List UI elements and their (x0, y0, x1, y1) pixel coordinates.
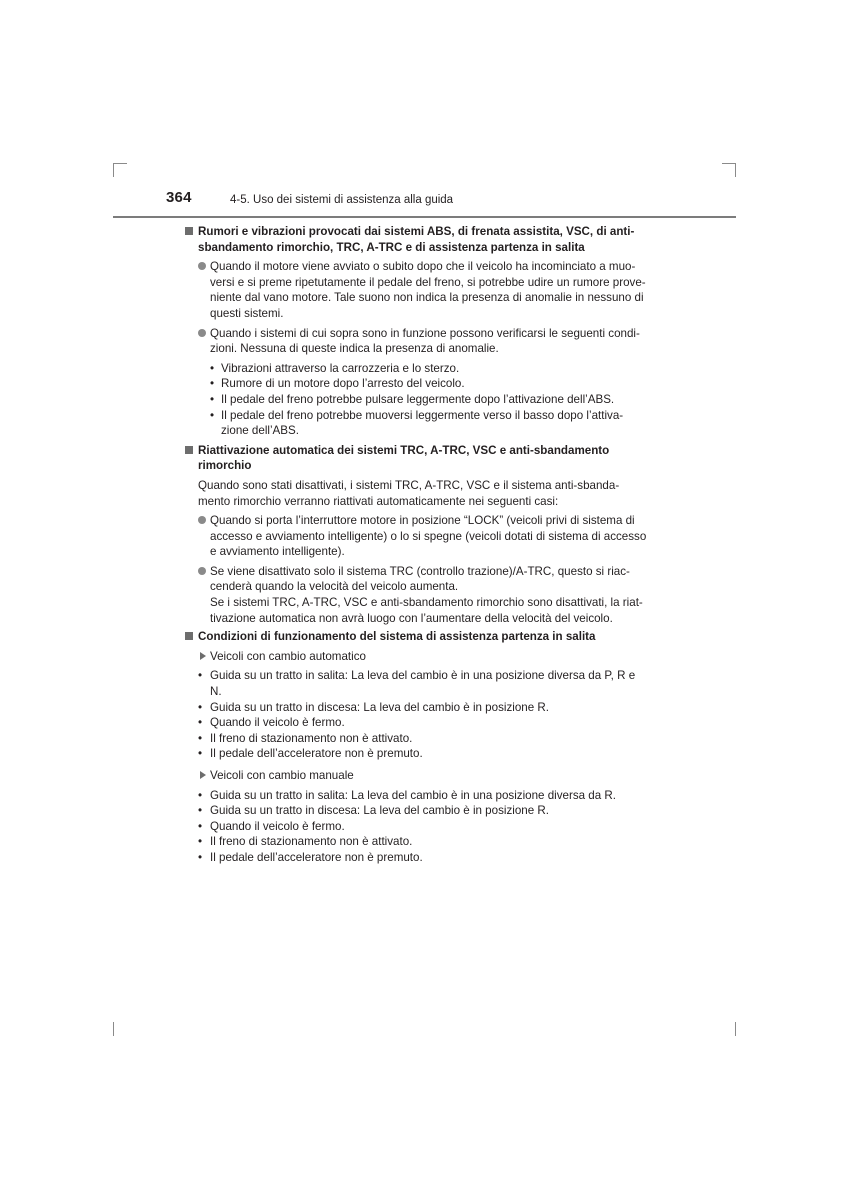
circle-bullet-icon (198, 262, 206, 270)
square-bullet-icon (185, 227, 193, 235)
list-item (185, 746, 663, 762)
section-heading-reactivation (185, 443, 663, 474)
circle-item (185, 513, 663, 560)
circle-bullet-icon (198, 516, 206, 524)
list-item (185, 408, 663, 439)
subheading-manual (185, 768, 663, 784)
list-item-text: Il pedale dell’acceleratore non è premuto. (210, 747, 423, 761)
heading-line: Rumori e vibrazioni provocati dai sistemi ABS, di frenata assistita, VSC, di anti- (198, 225, 635, 238)
text-line: accesso e avviamento intelligente) o lo si spegne (veicoli dotati di sistema di accesso (210, 529, 647, 543)
text-line: e avviamento intelligente). (210, 545, 345, 559)
list-item-text: Vibrazioni attraverso la carrozzeria e lo sterzo. (221, 361, 460, 375)
list-item-text: Quando il veicolo è fermo. (210, 716, 345, 730)
heading-line: sbandamento rimorchio, TRC, A-TRC e di assistenza partenza in salita (198, 240, 585, 254)
bullet-dot: • (198, 716, 203, 730)
bullet-dot: • (198, 835, 203, 849)
list-item-text: Guida su un tratto in salita: La leva del cambio è in una posizione diversa da R. (210, 788, 617, 802)
section-heading-noise (185, 224, 663, 255)
list-item-text: Il freno di stazionamento non è attivato. (210, 731, 413, 745)
bullet-dot: • (198, 819, 203, 833)
crop-mark-top-left-v (113, 163, 114, 177)
paragraph (185, 478, 663, 509)
bullet-dot: • (198, 804, 203, 818)
page-number: 364 (166, 189, 192, 206)
list-item (185, 392, 663, 408)
list-item-text: Quando il veicolo è fermo. (210, 819, 345, 833)
list-item-text: Guida su un tratto in discesa: La leva del cambio è in posizione R. (210, 804, 549, 818)
subheading-label: Veicoli con cambio manuale (210, 769, 354, 782)
circle-bullet-icon (198, 329, 206, 337)
crop-mark-bottom-left (113, 1022, 114, 1036)
section-heading-hill-start (185, 629, 663, 645)
text-line: Quando sono stati disattivati, i sistemi TRC, A-TRC, VSC e il sistema anti-sbanda- (198, 478, 620, 492)
list-item (185, 715, 663, 731)
list-item (185, 361, 663, 377)
list-item-text: Il freno di stazionamento non è attivato. (210, 835, 413, 849)
list-item (185, 819, 663, 835)
square-bullet-icon (185, 446, 193, 454)
circle-item (185, 326, 663, 357)
bullet-dot: • (210, 361, 215, 375)
bullet-dot: • (198, 747, 203, 761)
square-bullet-icon (185, 632, 193, 640)
heading-line: Riattivazione automatica dei sistemi TRC, A-TRC, VSC e anti-sbandamento (198, 443, 610, 457)
circle-item (185, 564, 663, 626)
header-rule (113, 216, 736, 218)
subheading-automatic (185, 649, 663, 665)
bullet-dot: • (198, 669, 203, 683)
bullet-dot: • (198, 731, 203, 745)
crop-mark-top-right-h (722, 163, 736, 164)
triangle-bullet-icon (200, 771, 206, 779)
bullet-dot: • (210, 377, 215, 391)
heading-line: Condizioni di funzionamento del sistema di assistenza partenza in salita (198, 630, 596, 644)
list-item-text: Il pedale dell’acceleratore non è premuto. (210, 850, 423, 864)
text-line: versi e si preme ripetutamente il pedale del freno, si potrebbe udire un rumore prove- (210, 275, 646, 289)
text-line: niente dal vano motore. Tale suono non indica la presenza di anomalie in nessuno di (210, 291, 644, 305)
list-item (185, 834, 663, 850)
list-item (185, 788, 663, 804)
bullet-dot: • (198, 700, 203, 714)
list-item-text: N. (210, 685, 222, 699)
list-item-text: Rumore di un motore dopo l’arresto del veicolo. (221, 377, 465, 391)
text-line: Se i sistemi TRC, A-TRC, VSC e anti-sbandamento rimorchio sono disattivati, la riat- (210, 596, 643, 610)
list-item (185, 850, 663, 866)
page-content (185, 224, 663, 866)
text-line: Quando i sistemi di cui sopra sono in funzione possono verificarsi le seguenti condi- (210, 326, 640, 340)
text-line: Se viene disattivato solo il sistema TRC (controllo trazione)/A-TRC, questo si riac- (210, 564, 630, 578)
list-item (185, 700, 663, 716)
list-item-text: zione dell’ABS. (221, 424, 299, 438)
text-line: Quando si porta l’interruttore motore in posizione “LOCK” (veicoli privi di sistema di (210, 514, 635, 528)
bullet-dot: • (198, 788, 203, 802)
list-item-text: Guida su un tratto in discesa: La leva del cambio è in posizione R. (210, 700, 549, 714)
circle-item (185, 259, 663, 321)
crop-mark-bottom-right (735, 1022, 736, 1036)
crop-mark-top-left-h (113, 163, 127, 164)
bullet-dot: • (210, 392, 215, 406)
list-item (185, 803, 663, 819)
text-line: Quando il motore viene avviato o subito dopo che il veicolo ha incominciato a muo- (210, 260, 636, 274)
list-item (185, 376, 663, 392)
list-item-text: Il pedale del freno potrebbe muoversi leggermente verso il basso dopo l’attiva- (221, 408, 624, 422)
text-line: cenderà quando la velocità del veicolo aumenta. (210, 580, 459, 594)
subheading-label: Veicoli con cambio automatico (210, 649, 366, 663)
text-line: tivazione automatica non avrà luogo con l’aumentare della velocità del veicolo. (210, 611, 613, 625)
list-item (185, 668, 663, 699)
list-item (185, 731, 663, 747)
text-line: mento rimorchio verranno riattivati automaticamente nei seguenti casi: (198, 494, 559, 508)
text-line: zioni. Nessuna di queste indica la presenza di anomalie. (210, 342, 499, 356)
bullet-dot: • (198, 850, 203, 864)
triangle-bullet-icon (200, 652, 206, 660)
list-item-text: Guida su un tratto in salita: La leva del cambio è in una posizione diversa da P, R e (210, 669, 636, 683)
circle-bullet-icon (198, 567, 206, 575)
list-item-text: Il pedale del freno potrebbe pulsare leggermente dopo l’attivazione dell’ABS. (221, 392, 615, 406)
heading-line: rimorchio (198, 459, 252, 473)
bullet-dot: • (210, 408, 215, 422)
section-title: 4-5. Uso dei sistemi di assistenza alla guida (230, 194, 454, 206)
crop-mark-top-right-v (735, 163, 736, 177)
text-line: questi sistemi. (210, 306, 284, 320)
